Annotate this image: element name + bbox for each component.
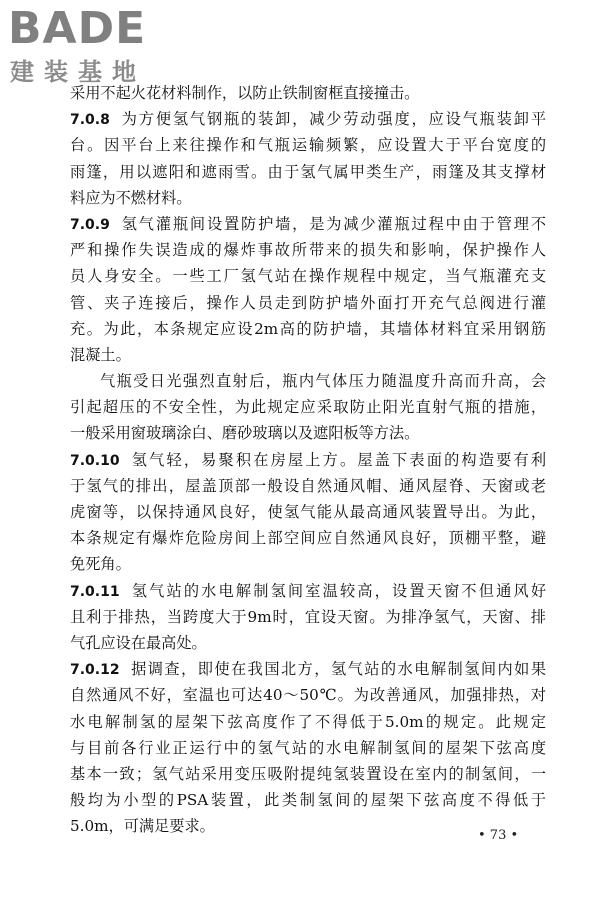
text-line	[70, 761, 546, 787]
text-line	[70, 473, 546, 499]
text-line	[70, 132, 546, 158]
text-line	[70, 290, 546, 316]
line-text: 基本一致；氢气站采用变压吸附提纯氢装置设在室内的制氢间，一	[70, 764, 546, 783]
line-text: 于氢气的排出，屋盖顶部一般设自然通风帽、通风屋脊、天窗或老	[70, 476, 546, 495]
line-text: 本条规定有爆炸危险房间上部空间应自然通风良好，顶棚平整，避	[70, 529, 546, 548]
line-text: 采用不起火花材料制作，以防止铁制窗框直接撞击。	[70, 84, 420, 102]
text-line	[70, 709, 546, 735]
logo-wordmark: BADE	[8, 3, 147, 54]
text-line	[70, 394, 546, 420]
page-number: • 73 •	[478, 828, 519, 843]
line-text: 水电解制氢的屋架下弦高度作了不得低于5.0m的规定。此规定	[70, 712, 546, 731]
line-text: 氢气轻，易聚积在房屋上方。屋盖下表面的构造要有利	[129, 450, 546, 469]
text-line	[70, 630, 546, 656]
text-line	[70, 420, 546, 446]
text-line	[70, 80, 546, 106]
text-line	[70, 263, 546, 289]
line-text: 据调查，即使在我国北方，氢气站的水电解制氢间内如果	[129, 660, 546, 679]
text-line	[70, 525, 546, 551]
line-text: 员人身安全。一些工厂氢气站在操作规程中规定，当气瓶灌充支	[70, 267, 546, 286]
line-text: 气孔应设在最高处。	[70, 633, 207, 652]
line-text: 5.0m，可满足要求。	[70, 817, 215, 836]
text-line	[70, 787, 546, 813]
line-text: 自然通风不好，室温也可达40～50℃。为改善通风，加强排热，对	[70, 686, 546, 705]
clause-number: 7.0.8	[70, 112, 110, 129]
text-line	[70, 682, 546, 708]
clause-line	[70, 106, 546, 132]
brand-logo	[8, 3, 188, 90]
line-text: 般均为小型的PSA装置，此类制氢间的屋架下弦高度不得低于	[70, 791, 546, 810]
line-text: 免死角。	[70, 555, 131, 574]
line-text: 为方便氢气钢瓶的装卸，减少劳动强度，应设气瓶装卸平	[119, 110, 546, 129]
line-text: 管、夹子连接后，操作人员走到防护墙外面打开充气总阀进行灌	[70, 293, 546, 312]
clause-line	[70, 656, 546, 682]
clause-number: 7.0.11	[70, 583, 120, 600]
text-line	[70, 185, 546, 211]
document-body	[70, 80, 546, 839]
line-text: 且利于排热，当跨度大于9m时，宜设天窗。为排净氢气，天窗、排	[70, 607, 546, 626]
text-line	[70, 159, 546, 185]
text-line	[70, 813, 546, 839]
line-text: 雨篷，用以遮阳和遮雨雪。由于氢气属甲类生产，雨篷及其支撑材	[70, 162, 546, 181]
line-text: 一般采用窗玻璃涂白、磨砂玻璃以及遮阳板等方法。	[70, 424, 420, 443]
line-text: 与目前各行业正运行中的氢气站的水电解制氢间的屋架下弦高度	[70, 738, 546, 757]
clause-number: 7.0.10	[70, 452, 120, 469]
clause-line	[70, 211, 546, 237]
text-line	[70, 499, 546, 525]
text-line	[70, 237, 546, 263]
text-line	[70, 735, 546, 761]
text-line	[70, 551, 546, 577]
line-text: 充。为此，本条规定应设2m高的防护墙，其墙体材料宜采用钢筋	[70, 319, 546, 338]
text-line	[70, 316, 546, 342]
line-text: 料应为不燃材料。	[70, 188, 192, 207]
clause-line	[70, 447, 546, 473]
clause-number: 7.0.9	[70, 216, 110, 233]
clause-number: 7.0.12	[70, 662, 120, 679]
line-text: 混凝土。	[70, 345, 131, 364]
text-line	[70, 342, 546, 368]
clause-line	[70, 578, 546, 604]
line-text: 虎窗等，以保持通风良好，使氢气能从最高通风装置导出。为此，	[70, 503, 546, 521]
text-line	[70, 368, 546, 394]
line-text: 氢气站的水电解制氢间室温较高，设置天窗不但通风好	[129, 581, 546, 600]
logo-subtitle: 建装基地	[10, 58, 146, 86]
line-text: 台。因平台上来往操作和气瓶运输频繁，应设置大于平台宽度的	[70, 136, 546, 155]
line-text: 氢气灌瓶间设置防护墙，是为减少灌瓶过程中由于管理不	[119, 214, 546, 233]
line-text: 严和操作失误造成的爆炸事故所带来的损失和影响，保护操作人	[70, 241, 546, 260]
line-text: 气瓶受日光强烈直射后，瓶内气体压力随温度升高而升高，会	[100, 372, 546, 391]
text-line	[70, 604, 546, 630]
line-text: 引起超压的不安全性，为此规定应采取防止阳光直射气瓶的措施，	[70, 398, 546, 417]
